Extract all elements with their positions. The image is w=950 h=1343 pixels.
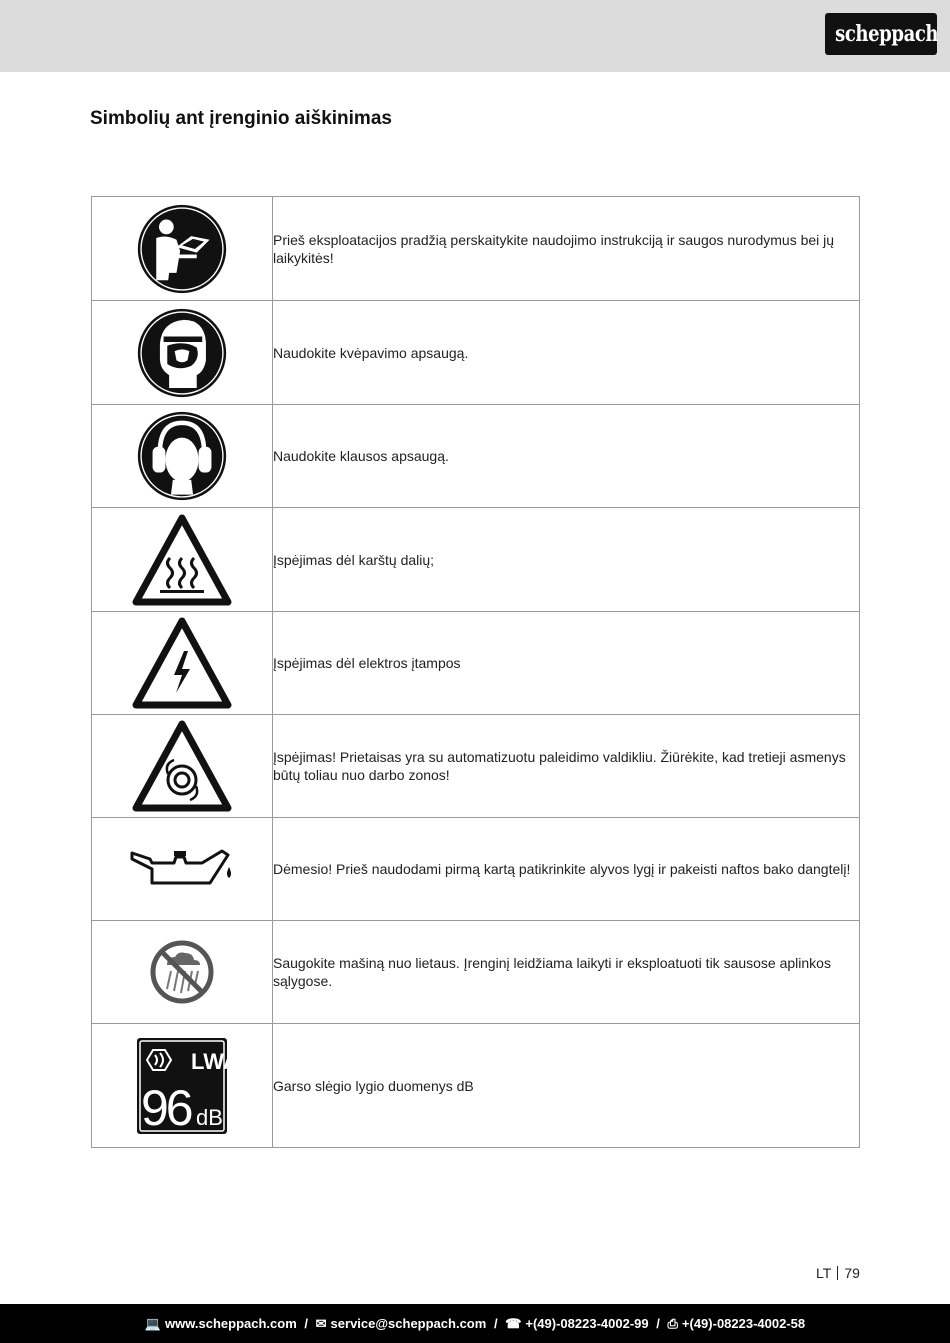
page-language: LT: [816, 1265, 832, 1281]
table-row: [92, 921, 860, 1024]
page-number: [816, 1265, 860, 1281]
icon-cell: [92, 405, 273, 508]
symbol-description: Saugokite mašiną nuo lietaus. Įrenginį leidžiama laikyti ir eksploatuoti tik sausose aplinkos sąlygose.: [273, 921, 860, 1024]
symbol-description: Įspėjimas! Prietaisas yra su automatizuotu paleidimo valdikliu. Žiūrėkite, kad tretieji asmenys būtų toliau nuo darbo zonos!: [273, 715, 860, 818]
sound-level-label-icon: [136, 1037, 239, 1136]
ear-protection-icon: [136, 410, 228, 502]
symbol-description: Prieš eksploatacijos pradžią perskaitykite naudojimo instrukciją ir saugos nurodymus bei jų laikykitės!: [273, 197, 860, 301]
symbol-description: Naudokite kvėpavimo apsaugą.: [273, 301, 860, 405]
page-title: Simbolių ant įrenginio aiškinimas: [90, 108, 392, 129]
divider: [837, 1266, 838, 1280]
footer-separator: /: [493, 1316, 498, 1331]
icon-cell: [92, 715, 273, 818]
header-bar: [0, 0, 950, 72]
symbols-table: [91, 196, 860, 1148]
footer-separator: /: [304, 1316, 309, 1331]
automatic-start-warning-icon: [132, 720, 232, 812]
brand-logo-text: scheppach: [835, 21, 939, 47]
icon-cell: [92, 612, 273, 715]
symbol-description: Garso slėgio lygio duomenys dB: [273, 1024, 860, 1148]
symbol-description: Įspėjimas dėl karštų dalių;: [273, 508, 860, 612]
sound-level-value: 96: [141, 1079, 191, 1136]
oil-can-icon: [130, 847, 234, 891]
table-row: [92, 508, 860, 612]
symbol-description: Įspėjimas dėl elektros įtampos: [273, 612, 860, 715]
icon-cell: [92, 301, 273, 405]
table-row: [92, 1024, 860, 1148]
table-row: [92, 301, 860, 405]
table-row: [92, 197, 860, 301]
icon-cell: [92, 1024, 273, 1148]
hot-surface-warning-icon: [132, 514, 232, 606]
sound-symbol-label: LWA: [191, 1048, 239, 1074]
fax-icon: ⎙: [667, 1316, 678, 1331]
icon-cell: [92, 921, 273, 1024]
footer-contacts: [0, 1304, 950, 1343]
table-row: [92, 612, 860, 715]
footer-phone[interactable]: +(49)-08223-4002-99: [525, 1316, 649, 1331]
footer-bar: [0, 1304, 950, 1343]
symbol-description: Dėmesio! Prieš naudodami pirmą kartą patikrinkite alyvos lygį ir pakeisti naftos bako dangtelį!: [273, 818, 860, 921]
table-row: [92, 715, 860, 818]
respirator-icon: [136, 307, 228, 399]
page-number-value: 79: [844, 1265, 860, 1281]
brand-logo[interactable]: [825, 13, 937, 55]
phone-icon: ☎: [505, 1316, 522, 1331]
icon-cell: [92, 818, 273, 921]
footer-separator: /: [656, 1316, 660, 1331]
icon-cell: [92, 197, 273, 301]
mail-icon: ✉: [315, 1316, 327, 1331]
computer-icon: 💻: [144, 1316, 162, 1331]
footer-fax: +(49)-08223-4002-58: [681, 1316, 806, 1331]
icon-cell: [92, 508, 273, 612]
sound-level-unit: dB: [196, 1104, 223, 1130]
footer-email-link[interactable]: service@scheppach.com: [330, 1316, 487, 1331]
symbol-description: Naudokite klausos apsaugą.: [273, 405, 860, 508]
electric-voltage-warning-icon: [132, 617, 232, 709]
read-manual-icon: [136, 203, 228, 295]
no-rain-icon: [149, 939, 215, 1005]
table-row: [92, 405, 860, 508]
table-row: [92, 818, 860, 921]
footer-website-link[interactable]: www.scheppach.com: [165, 1316, 297, 1331]
